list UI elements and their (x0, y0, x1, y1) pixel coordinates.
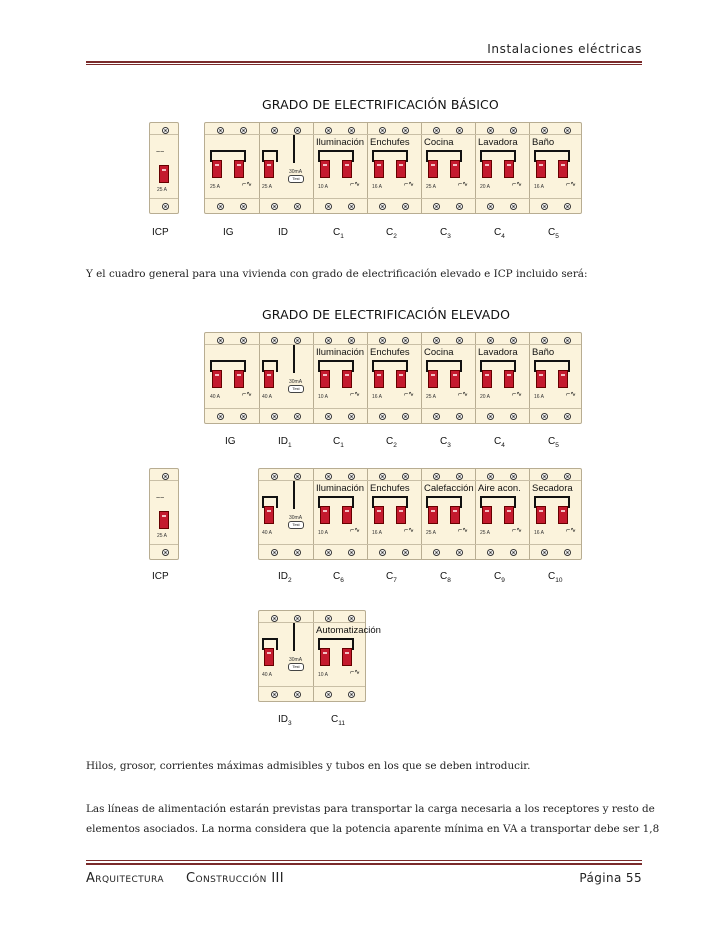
terminal-screw-icon (541, 549, 548, 556)
terminal-screw-icon (271, 549, 278, 556)
device-name: $C_8$ (440, 571, 451, 584)
rcd-coil-icon (293, 135, 295, 163)
breaker-bracket (262, 638, 276, 640)
breaker-bracket (244, 360, 246, 372)
breaker-rating: 40 A (210, 394, 221, 400)
breaker-rating: 16 A (372, 184, 383, 190)
panel-divider (205, 134, 581, 135)
breaker-handle-icon (482, 506, 492, 524)
breaker-handle-icon (320, 160, 330, 178)
breaker-handle-icon (264, 648, 274, 666)
breaker-bracket (480, 150, 516, 152)
rcd-sensitivity: 30mA (289, 169, 303, 175)
terminal-screw-icon (541, 203, 548, 210)
breaker-rating: 25 A (480, 530, 491, 536)
terminal-screw-icon (433, 127, 440, 134)
diagram-high-title: GRADO DE ELECTRIFICACIÓN ELEVADO (262, 307, 511, 322)
breaker-bracket (460, 150, 462, 162)
breaker-bracket (210, 360, 246, 362)
trip-curve-icon: ⌐∿ (350, 181, 360, 188)
panel-divider (259, 686, 365, 687)
device-name: $C_{10}$ (548, 571, 563, 584)
trip-curve-icon: ⌐∿ (566, 181, 576, 188)
terminal-screw-icon (217, 203, 224, 210)
terminal-screw-icon (487, 203, 494, 210)
rcd-sensitivity: 30mA (289, 515, 303, 521)
breaker-bracket (460, 360, 462, 372)
breaker-rating: 40 A (262, 530, 273, 536)
panel-divider (205, 408, 581, 409)
trip-curve-icon: ⌐∿ (404, 181, 414, 188)
breaker-handle-icon (374, 370, 384, 388)
breaker-rating: 25 A (157, 187, 168, 193)
icp-panel (149, 122, 179, 214)
device-name: IG (223, 227, 234, 238)
device-name: $C_3$ (440, 227, 451, 240)
terminal-screw-icon (325, 127, 332, 134)
device-name: $C_6$ (333, 571, 344, 584)
terminal-screw-icon (325, 549, 332, 556)
breaker-bracket (426, 150, 462, 152)
breaker-bracket (372, 360, 374, 372)
circuit-label: Enchufes (370, 137, 410, 148)
high-panel-row1 (204, 332, 582, 424)
circuit-label: Enchufes (370, 483, 410, 494)
breaker-bracket (460, 496, 462, 508)
device-name: $C_1$ (333, 436, 344, 449)
device-name: $C_4$ (494, 436, 505, 449)
breaker-bracket (318, 150, 320, 162)
breaker-bracket (372, 150, 374, 162)
breaker-bracket (406, 360, 408, 372)
breaker-bracket (372, 496, 374, 508)
icp-wave-icon: ~~ (156, 149, 165, 156)
trip-curve-icon: ⌐∿ (512, 527, 522, 534)
breaker-handle-icon (536, 506, 546, 524)
high-panel-row2 (258, 468, 582, 560)
terminal-screw-icon (271, 473, 278, 480)
device-name: $C_{11}$ (331, 714, 345, 727)
breaker-bracket (210, 150, 212, 162)
panel-divider (150, 198, 178, 199)
icp-panel-elevado (149, 468, 179, 560)
breaker-bracket (406, 150, 408, 162)
breaker-bracket (426, 496, 462, 498)
breaker-rating: 16 A (534, 184, 545, 190)
device-name: $C_3$ (440, 436, 451, 449)
footer-course: Construcción III (186, 871, 285, 886)
breaker-bracket (318, 360, 320, 372)
breaker-bracket (372, 496, 408, 498)
breaker-bracket (318, 360, 354, 362)
breaker-rating: 10 A (318, 394, 329, 400)
breaker-bracket (318, 638, 354, 640)
panel-divider (259, 622, 365, 623)
paragraph-lines-2: elementos asociados. La norma considera que la potencia aparente mínima en VA a transportar debe ser 1,8 (86, 823, 660, 835)
terminal-screw-icon (433, 337, 440, 344)
breaker-bracket (426, 360, 462, 362)
breaker-bracket (352, 360, 354, 372)
breaker-bracket (352, 496, 354, 508)
breaker-rating: 25 A (426, 394, 437, 400)
terminal-screw-icon (162, 473, 169, 480)
terminal-screw-icon (487, 413, 494, 420)
terminal-screw-icon (433, 549, 440, 556)
breaker-bracket (480, 360, 482, 372)
breaker-handle-icon (212, 370, 222, 388)
terminal-screw-icon (271, 691, 278, 698)
panel-divider (150, 134, 178, 135)
header-rule (86, 61, 642, 63)
breaker-bracket (318, 496, 320, 508)
trip-curve-icon: ⌐∿ (512, 391, 522, 398)
terminal-screw-icon (487, 127, 494, 134)
breaker-bracket (276, 496, 278, 508)
device-name: IG (225, 436, 236, 447)
terminal-screw-icon (325, 203, 332, 210)
terminal-screw-icon (217, 413, 224, 420)
device-name: $ID_3$ (278, 714, 292, 727)
circuit-label: Baño (532, 137, 555, 148)
breaker-bracket (568, 496, 570, 508)
breaker-handle-icon (264, 160, 274, 178)
breaker-bracket (352, 150, 354, 162)
breaker-handle-icon (159, 511, 169, 529)
running-header-title: Instalaciones eléctricas (487, 42, 642, 56)
paragraph-intro-elevado: Y el cuadro general para una vivienda con grado de electrificación elevado e ICP incluido será: (86, 268, 588, 280)
device-name: $C_5$ (548, 227, 559, 240)
breaker-rating: 10 A (318, 672, 329, 678)
breaker-rating: 16 A (534, 394, 545, 400)
panel-divider (205, 344, 581, 345)
breaker-handle-icon (159, 165, 169, 183)
breaker-handle-icon (342, 506, 352, 524)
breaker-handle-icon (536, 370, 546, 388)
circuit-label: Calefacción (424, 483, 474, 494)
terminal-screw-icon (271, 127, 278, 134)
trip-curve-icon: ⌐∿ (350, 391, 360, 398)
trip-curve-icon: ⌐∿ (566, 391, 576, 398)
terminal-screw-icon (217, 337, 224, 344)
trip-curve-icon: ⌐∿ (458, 391, 468, 398)
breaker-handle-icon (504, 370, 514, 388)
terminal-screw-icon (379, 203, 386, 210)
panel-divider (150, 480, 178, 481)
breaker-handle-icon (558, 370, 568, 388)
breaker-bracket (568, 150, 570, 162)
header-rule-thin (86, 64, 642, 65)
breaker-bracket (534, 360, 570, 362)
terminal-screw-icon (487, 473, 494, 480)
breaker-bracket (534, 496, 536, 508)
breaker-handle-icon (342, 160, 352, 178)
terminal-screw-icon (379, 473, 386, 480)
breaker-bracket (426, 496, 428, 508)
terminal-screw-icon (487, 549, 494, 556)
rcd-coil-icon (293, 623, 295, 651)
breaker-rating: 20 A (480, 184, 491, 190)
breaker-handle-icon (264, 506, 274, 524)
breaker-handle-icon (482, 160, 492, 178)
breaker-handle-icon (428, 160, 438, 178)
terminal-screw-icon (325, 337, 332, 344)
device-name: $C_2$ (386, 227, 397, 240)
breaker-handle-icon (396, 370, 406, 388)
breaker-bracket (406, 496, 408, 508)
terminal-screw-icon (433, 413, 440, 420)
circuit-label: Baño (532, 347, 555, 358)
breaker-handle-icon (450, 160, 460, 178)
breaker-handle-icon (342, 648, 352, 666)
device-name: $ID_2$ (278, 571, 292, 584)
breaker-bracket (318, 150, 354, 152)
paragraph-lines-1: Las líneas de alimentación estarán previstas para transportar la carga necesaria a los receptores y resto de (86, 803, 655, 815)
breaker-rating: 20 A (480, 394, 491, 400)
device-name: $ID_1$ (278, 436, 292, 449)
breaker-bracket (276, 360, 278, 372)
trip-curve-icon: ⌐∿ (350, 527, 360, 534)
terminal-screw-icon (271, 615, 278, 622)
breaker-bracket (534, 496, 570, 498)
breaker-rating: 40 A (262, 672, 273, 678)
terminal-screw-icon (433, 473, 440, 480)
breaker-bracket (480, 496, 482, 508)
breaker-handle-icon (320, 648, 330, 666)
breaker-bracket (262, 150, 276, 152)
rcd-sensitivity: 30mA (289, 657, 303, 663)
breaker-handle-icon (428, 370, 438, 388)
breaker-handle-icon (320, 370, 330, 388)
breaker-handle-icon (428, 506, 438, 524)
breaker-bracket (514, 360, 516, 372)
trip-curve-icon: ⌐∿ (512, 181, 522, 188)
breaker-handle-icon (482, 370, 492, 388)
breaker-bracket (318, 496, 354, 498)
basic-panel (204, 122, 582, 214)
terminal-screw-icon (162, 127, 169, 134)
circuit-label: Lavadora (478, 347, 518, 358)
trip-curve-icon: ⌐∿ (242, 181, 252, 188)
terminal-screw-icon (379, 549, 386, 556)
breaker-bracket (318, 638, 320, 650)
terminal-screw-icon (541, 413, 548, 420)
icp-wave-icon: ~~ (156, 495, 165, 502)
trip-curve-icon: ⌐∿ (242, 391, 252, 398)
high-panel-row3 (258, 610, 381, 702)
breaker-handle-icon (374, 506, 384, 524)
breaker-bracket (262, 638, 264, 650)
breaker-handle-icon (504, 506, 514, 524)
breaker-bracket (534, 150, 536, 162)
breaker-bracket (262, 360, 264, 372)
rcd-coil-icon (293, 345, 295, 373)
circuit-label: Cocina (424, 137, 454, 148)
terminal-screw-icon (325, 473, 332, 480)
circuit-label: Iluminación (316, 347, 365, 358)
device-name: $C_7$ (386, 571, 397, 584)
panel-divider (259, 544, 581, 545)
terminal-screw-icon (271, 413, 278, 420)
trip-curve-icon: ⌐∿ (404, 527, 414, 534)
terminal-screw-icon (325, 615, 332, 622)
breaker-bracket (244, 150, 246, 162)
panel-divider (150, 544, 178, 545)
breaker-bracket (480, 496, 516, 498)
terminal-screw-icon (325, 691, 332, 698)
rcd-test-button: Test (288, 385, 304, 393)
breaker-bracket (352, 638, 354, 650)
circuit-label: Iluminación (316, 483, 365, 494)
panel-divider (259, 480, 581, 481)
terminal-screw-icon (379, 337, 386, 344)
terminal-screw-icon (162, 203, 169, 210)
breaker-rating: 10 A (318, 184, 329, 190)
breaker-bracket (210, 360, 212, 372)
rcd-test-button: Test (288, 521, 304, 529)
breaker-handle-icon (396, 506, 406, 524)
breaker-bracket (276, 638, 278, 650)
rcd-sensitivity: 30mA (289, 379, 303, 385)
breaker-bracket (372, 360, 408, 362)
breaker-bracket (514, 150, 516, 162)
terminal-screw-icon (162, 549, 169, 556)
diagram-basic-title: GRADO DE ELECTRIFICACIÓN BÁSICO (262, 97, 499, 112)
breaker-handle-icon (212, 160, 222, 178)
trip-curve-icon: ⌐∿ (458, 181, 468, 188)
breaker-rating: 16 A (372, 530, 383, 536)
circuit-label: Aire acon. (478, 483, 521, 494)
breaker-bracket (534, 150, 570, 152)
footer-subject: Arquitectura (86, 871, 164, 886)
rcd-test-button: Test (288, 175, 304, 183)
device-name: $C_1$ (333, 227, 344, 240)
breaker-bracket (276, 150, 278, 162)
terminal-screw-icon (271, 203, 278, 210)
device-name: ICP (152, 571, 169, 582)
terminal-screw-icon (541, 127, 548, 134)
footer-rule (86, 863, 642, 865)
breaker-bracket (262, 496, 264, 508)
footer-rule-thin (86, 860, 642, 861)
breaker-handle-icon (234, 370, 244, 388)
breaker-bracket (262, 496, 276, 498)
breaker-bracket (480, 150, 482, 162)
device-name: ID (278, 227, 288, 238)
breaker-rating: 16 A (372, 394, 383, 400)
breaker-bracket (426, 360, 428, 372)
terminal-screw-icon (433, 203, 440, 210)
footer-page-number: Página 55 (579, 871, 642, 885)
panel-divider (205, 198, 581, 199)
circuit-label: Lavadora (478, 137, 518, 148)
breaker-handle-icon (504, 160, 514, 178)
breaker-rating: 25 A (210, 184, 221, 190)
trip-curve-icon: ⌐∿ (404, 391, 414, 398)
terminal-screw-icon (379, 127, 386, 134)
breaker-bracket (514, 496, 516, 508)
device-name: $C_9$ (494, 571, 505, 584)
device-name: $C_4$ (494, 227, 505, 240)
breaker-bracket (568, 360, 570, 372)
trip-curve-icon: ⌐∿ (566, 527, 576, 534)
breaker-handle-icon (450, 370, 460, 388)
terminal-screw-icon (379, 413, 386, 420)
terminal-screw-icon (487, 337, 494, 344)
breaker-handle-icon (396, 160, 406, 178)
circuit-label: Enchufes (370, 347, 410, 358)
terminal-screw-icon (325, 413, 332, 420)
breaker-rating: 25 A (426, 184, 437, 190)
trip-curve-icon: ⌐∿ (350, 669, 360, 676)
breaker-handle-icon (450, 506, 460, 524)
breaker-handle-icon (558, 506, 568, 524)
circuit-label: Automatización (316, 625, 381, 636)
breaker-handle-icon (374, 160, 384, 178)
breaker-handle-icon (264, 370, 274, 388)
trip-curve-icon: ⌐∿ (458, 527, 468, 534)
device-name: $C_5$ (548, 436, 559, 449)
breaker-handle-icon (342, 370, 352, 388)
rcd-coil-icon (293, 481, 295, 509)
circuit-label: Cocina (424, 347, 454, 358)
circuit-label: Secadora (532, 483, 573, 494)
breaker-handle-icon (536, 160, 546, 178)
breaker-bracket (372, 150, 408, 152)
device-name: ICP (152, 227, 169, 238)
breaker-bracket (262, 150, 264, 162)
breaker-bracket (426, 150, 428, 162)
breaker-bracket (480, 360, 516, 362)
rcd-test-button: Test (288, 663, 304, 671)
paragraph-wires: Hilos, grosor, corrientes máximas admisibles y tubos en los que se deben introducir. (86, 760, 531, 772)
breaker-rating: 25 A (157, 533, 168, 539)
breaker-bracket (262, 360, 276, 362)
breaker-bracket (534, 360, 536, 372)
breaker-rating: 25 A (426, 530, 437, 536)
breaker-bracket (210, 150, 246, 152)
device-name: $C_2$ (386, 436, 397, 449)
terminal-screw-icon (217, 127, 224, 134)
breaker-handle-icon (320, 506, 330, 524)
circuit-label: Iluminación (316, 137, 365, 148)
breaker-rating: 16 A (534, 530, 545, 536)
breaker-rating: 10 A (318, 530, 329, 536)
breaker-rating: 40 A (262, 394, 273, 400)
terminal-screw-icon (541, 337, 548, 344)
breaker-handle-icon (234, 160, 244, 178)
breaker-rating: 25 A (262, 184, 273, 190)
terminal-screw-icon (541, 473, 548, 480)
breaker-handle-icon (558, 160, 568, 178)
terminal-screw-icon (271, 337, 278, 344)
